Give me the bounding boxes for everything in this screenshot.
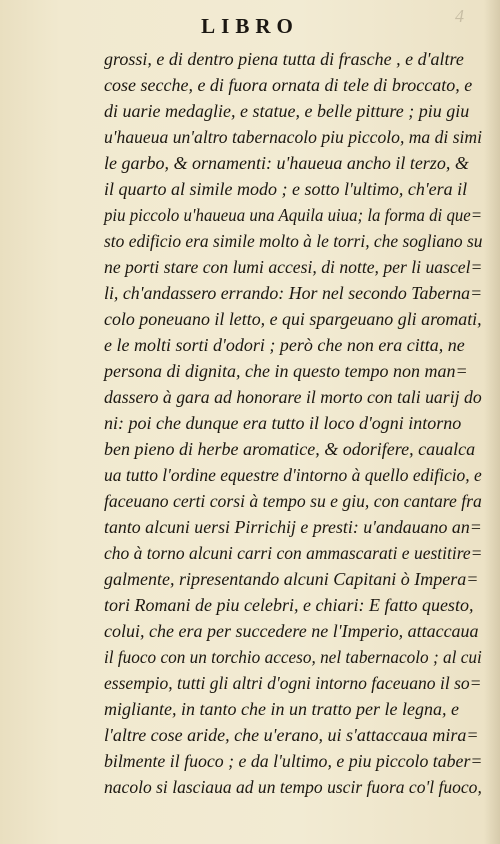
text-line: il fuoco con un torchio acceso, nel tabernacolo ; al cui xyxy=(104,647,482,667)
text-line: ne porti stare con lumi accesi, di notte, per li uascel= xyxy=(104,257,483,277)
text-line: bilmente il fuoco ; e da l'ultimo, e piu piccolo taber= xyxy=(104,751,483,771)
text-line: tori Romani de piu celebri, e chiari: E fatto questo, xyxy=(104,595,474,615)
running-head: LIBRO xyxy=(201,14,299,38)
text-line: l'altre cose aride, che u'erano, ui s'attaccaua mira= xyxy=(104,725,479,745)
text-line: ben pieno di herbe aromatice, & odorifere, caualca xyxy=(104,439,476,459)
text-line: galmente, ripresentando alcuni Capitani ò Impera= xyxy=(104,569,479,589)
text-line: colui, che era per succedere ne l'Imperio, attaccaua xyxy=(104,621,479,641)
text-line: essempio, tutti gli altri d'ogni intorno faceuano il so= xyxy=(104,673,482,693)
text-line: colo poneuano il letto, e qui spargeuano gli aromati, xyxy=(104,309,482,329)
text-line: cho à torno alcuni carri con ammascarati e uestitire= xyxy=(104,543,483,563)
text-line: dassero à gara ad honorare il morto con tali uarij do xyxy=(104,387,482,407)
text-line: tanto alcuni uersi Pirrichij e presti: u'andauano an= xyxy=(104,517,482,537)
text-line: ni: poi che dunque era tutto il loco d'ogni intorno xyxy=(104,413,462,433)
text-line: migliante, in tanto che in un tratto per le legna, e xyxy=(104,699,459,719)
text-line: faceuano certi corsi à tempo su e giu, con cantare fra xyxy=(104,491,482,511)
text-line: li, ch'andassero errando: Hor nel secondo Taberna= xyxy=(104,283,483,303)
text-line: le garbo, & ornamenti: u'haueua ancho il terzo, & xyxy=(104,153,469,173)
text-line: sto edificio era simile molto à le torri, che sogliano su xyxy=(104,231,483,251)
text-line: persona di dignita, che in questo tempo non man= xyxy=(104,361,468,381)
body-text xyxy=(104,46,482,800)
text-line: cose secche, e di fuora ornata di tele di broccato, e xyxy=(104,75,473,95)
text-line: piu piccolo u'haueua una Aquila uiua; la forma di que= xyxy=(104,205,483,225)
show-through-page-number: 4 xyxy=(455,6,464,26)
text-line: u'haueua un'altro tabernacolo piu piccolo, ma di simi xyxy=(104,127,482,147)
text-line: e le molti sorti d'odori ; però che non era citta, ne xyxy=(104,335,465,355)
text-line: di uarie medaglie, e statue, e belle pitture ; piu giu xyxy=(104,101,470,121)
page-gutter-shadow xyxy=(484,0,500,844)
text-line: nacolo si lasciaua ad un tempo uscir fuora co'l fuoco, xyxy=(104,777,482,797)
text-line: ua tutto l'ordine equestre d'intorno à quello edificio, e xyxy=(104,465,482,485)
text-line: grossi, e di dentro piena tutta di frasche , e d'altre xyxy=(104,49,464,69)
text-line: il quarto al simile modo ; e sotto l'ultimo, ch'era il xyxy=(104,179,468,199)
